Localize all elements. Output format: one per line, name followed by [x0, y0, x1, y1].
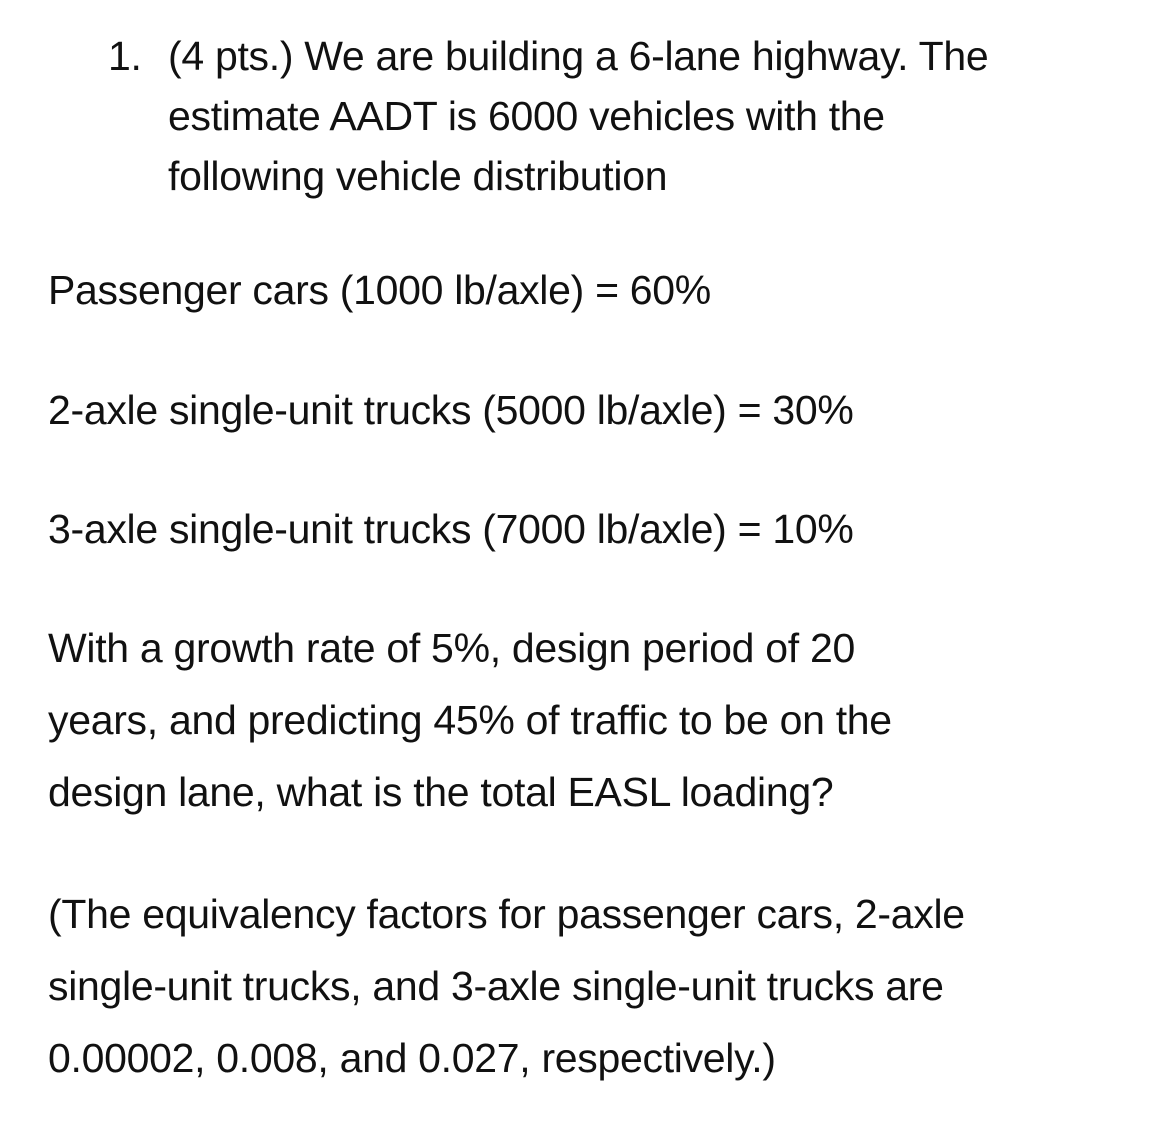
question-number: 1.: [108, 33, 142, 79]
growth-rate-paragraph: With a growth rate of 5%, design period of 20 years, and predicting 45% of traffic to be on the design lane, what is the total EASL loading?: [48, 625, 892, 815]
question-text: (4 pts.) We are building a 6-lane highway. The estimate AADT is 6000 vehicles with the following vehicle distribution: [168, 33, 989, 199]
distribution-passenger-cars: Passenger cars (1000 lb/axle) = 60%: [48, 267, 711, 313]
question-item: [108, 26, 1148, 206]
equivalency-factors-paragraph: (The equivalency factors for passenger cars, 2-axle single-unit trucks, and 3-axle single-unit trucks are 0.00002, 0.008, and 0.027, respectively.): [48, 891, 965, 1081]
distribution-2-axle-trucks: 2-axle single-unit trucks (5000 lb/axle) = 30%: [48, 387, 854, 433]
distribution-3-axle-trucks: 3-axle single-unit trucks (7000 lb/axle) = 10%: [48, 506, 854, 552]
